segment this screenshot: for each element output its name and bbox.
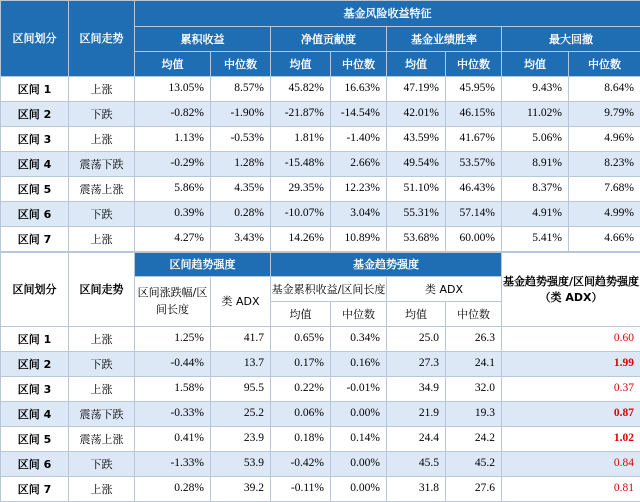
ratio-cell: 0.84 [502,452,640,477]
value-cell: 55.31% [387,202,446,227]
interval-strength-header: 区间趋势强度 [135,253,271,277]
value-cell: 1.28% [211,152,271,177]
trend-label: 震荡下跌 [69,152,135,177]
value-cell: 43.59% [387,127,446,152]
trend-label: 下跌 [69,102,135,127]
table-row [1,227,640,252]
period-label: 区间 1 [1,77,69,102]
value-cell: 45.95% [446,77,502,102]
value-cell: 0.00% [331,477,387,502]
value-cell: 8.37% [502,177,569,202]
value-cell: 13.05% [135,77,211,102]
value-cell: 49.54% [387,152,446,177]
trend-strength-table [0,252,640,502]
value-cell: 39.2 [211,477,271,502]
value-cell: 24.4 [387,427,446,452]
trend-label: 上涨 [69,477,135,502]
period-label: 区间 5 [1,177,69,202]
value-cell: 0.16% [331,352,387,377]
mean-header: 均值 [271,52,331,77]
value-cell: 4.91% [502,202,569,227]
value-cell: 4.96% [569,127,640,152]
value-cell: 9.43% [502,77,569,102]
value-cell: 57.14% [446,202,502,227]
period-header: 区间划分 [1,1,69,77]
value-cell: 13.7 [211,352,271,377]
table-row [1,152,640,177]
value-cell: 19.3 [446,402,502,427]
value-cell: 0.39% [135,202,211,227]
fund-return-per-length-header: 基金累积收益/区间长度 [271,277,387,302]
value-cell: 42.01% [387,102,446,127]
table-row [1,377,640,402]
value-cell: 5.86% [135,177,211,202]
value-cell: 0.34% [331,327,387,352]
value-cell: 5.41% [502,227,569,252]
value-cell: 0.14% [331,427,387,452]
median-header: 中位数 [331,52,387,77]
period-label: 区间 3 [1,127,69,152]
metric-header: 累积收益 [135,27,271,52]
value-cell: 5.06% [502,127,569,152]
table-row [1,452,640,477]
value-cell: 41.67% [446,127,502,152]
value-cell: -1.90% [211,102,271,127]
median-header: 中位数 [211,52,271,77]
table-row [1,352,640,377]
value-cell: 95.5 [211,377,271,402]
trend-label: 上涨 [69,127,135,152]
period-label: 区间 1 [1,327,69,352]
ratio-cell: 0.81 [502,477,640,502]
value-cell: 29.35% [271,177,331,202]
metric-header: 最大回撤 [502,27,640,52]
value-cell: -0.44% [135,352,211,377]
value-cell: 0.18% [271,427,331,452]
trend-label: 下跌 [69,352,135,377]
mean-header: 均值 [502,52,569,77]
table-row [1,102,640,127]
table-row [1,127,640,152]
table-row [1,477,640,502]
value-cell: 45.82% [271,77,331,102]
value-cell: 4.27% [135,227,211,252]
value-cell: 27.6 [446,477,502,502]
trend-label: 上涨 [69,77,135,102]
value-cell: -0.29% [135,152,211,177]
value-cell: -1.40% [331,127,387,152]
period-label: 区间 4 [1,402,69,427]
value-cell: 24.2 [446,427,502,452]
value-cell: 16.63% [331,77,387,102]
value-cell: 46.15% [446,102,502,127]
ratio-cell: 1.99 [502,352,640,377]
value-cell: 12.23% [331,177,387,202]
trend-label: 上涨 [69,327,135,352]
value-cell: 8.23% [569,152,640,177]
value-cell: -0.01% [331,377,387,402]
value-cell: 21.9 [387,402,446,427]
metric-header: 基金业绩胜率 [387,27,502,52]
value-cell: 4.35% [211,177,271,202]
ratio-cell: 0.37 [502,377,640,402]
period-label: 区间 3 [1,377,69,402]
trend-label: 下跌 [69,452,135,477]
value-cell: 45.5 [387,452,446,477]
value-cell: 25.0 [387,327,446,352]
trend-header: 区间走势 [69,1,135,77]
value-cell: 9.79% [569,102,640,127]
value-cell: -1.33% [135,452,211,477]
trend-label: 震荡下跌 [69,402,135,427]
value-cell: 53.57% [446,152,502,177]
period-label: 区间 2 [1,352,69,377]
ratio-cell: 0.87 [502,402,640,427]
median-header: 中位数 [446,52,502,77]
value-cell: 14.26% [271,227,331,252]
table-row [1,177,640,202]
value-cell: 23.9 [211,427,271,452]
table-row [1,427,640,452]
period-label: 区间 4 [1,152,69,177]
fund-strength-header: 基金趋势强度 [271,253,502,277]
value-cell: -0.11% [271,477,331,502]
interval-adx-header: 类 ADX [211,277,271,327]
value-cell: 53.9 [211,452,271,477]
value-cell: 4.66% [569,227,640,252]
value-cell: 1.81% [271,127,331,152]
period-label: 区间 5 [1,427,69,452]
ratio-cell: 1.02 [502,427,640,452]
trend-label: 震荡上涨 [69,427,135,452]
value-cell: 0.28% [135,477,211,502]
period-label: 区间 6 [1,202,69,227]
value-cell: 46.43% [446,177,502,202]
value-cell: -0.42% [271,452,331,477]
value-cell: 27.3 [387,352,446,377]
period-label: 区间 7 [1,477,69,502]
value-cell: 24.1 [446,352,502,377]
value-cell: 31.8 [387,477,446,502]
median-header: 中位数 [331,302,387,327]
value-cell: 3.43% [211,227,271,252]
mean-header: 均值 [387,302,446,327]
period-header: 区间划分 [1,253,69,327]
value-cell: 8.57% [211,77,271,102]
fund-adx-header: 类 ADX [387,277,502,302]
value-cell: 51.10% [387,177,446,202]
period-label: 区间 2 [1,102,69,127]
value-cell: 8.91% [502,152,569,177]
trend-label: 震荡上涨 [69,177,135,202]
value-cell: -15.48% [271,152,331,177]
value-cell: 7.68% [569,177,640,202]
trend-label: 下跌 [69,202,135,227]
value-cell: 47.19% [387,77,446,102]
value-cell: 0.65% [271,327,331,352]
value-cell: -10.07% [271,202,331,227]
value-cell: 1.58% [135,377,211,402]
ratio-cell: 0.60 [502,327,640,352]
value-cell: 26.3 [446,327,502,352]
value-cell: 0.00% [331,452,387,477]
value-cell: 41.7 [211,327,271,352]
value-cell: 34.9 [387,377,446,402]
value-cell: 2.66% [331,152,387,177]
value-cell: -0.53% [211,127,271,152]
value-cell: 1.25% [135,327,211,352]
value-cell: 4.99% [569,202,640,227]
value-cell: -21.87% [271,102,331,127]
value-cell: 0.06% [271,402,331,427]
value-cell: -0.82% [135,102,211,127]
value-cell: 10.89% [331,227,387,252]
mean-header: 均值 [271,302,331,327]
table-row [1,402,640,427]
value-cell: -0.33% [135,402,211,427]
trend-label: 上涨 [69,227,135,252]
value-cell: 0.22% [271,377,331,402]
trend-header: 区间走势 [69,253,135,327]
table-row [1,77,640,102]
mean-header: 均值 [387,52,446,77]
mean-header: 均值 [135,52,211,77]
ratio-header: 基金趋势强度/区间趋势强度（类 ADX） [502,253,640,327]
median-header: 中位数 [446,302,502,327]
value-cell: 32.0 [446,377,502,402]
value-cell: 45.2 [446,452,502,477]
value-cell: -14.54% [331,102,387,127]
table-row [1,327,640,352]
value-cell: 0.00% [331,402,387,427]
value-cell: 0.41% [135,427,211,452]
interval-return-per-length-header: 区间涨跌幅/区间长度 [135,277,211,327]
period-label: 区间 7 [1,227,69,252]
value-cell: 11.02% [502,102,569,127]
value-cell: 0.28% [211,202,271,227]
value-cell: 53.68% [387,227,446,252]
metric-header: 净值贡献度 [271,27,387,52]
value-cell: 25.2 [211,402,271,427]
value-cell: 3.04% [331,202,387,227]
value-cell: 1.13% [135,127,211,152]
value-cell: 8.64% [569,77,640,102]
period-label: 区间 6 [1,452,69,477]
value-cell: 60.00% [446,227,502,252]
group-title: 基金风险收益特征 [135,1,640,27]
value-cell: 0.17% [271,352,331,377]
table-row [1,202,640,227]
trend-label: 上涨 [69,377,135,402]
median-header: 中位数 [569,52,640,77]
